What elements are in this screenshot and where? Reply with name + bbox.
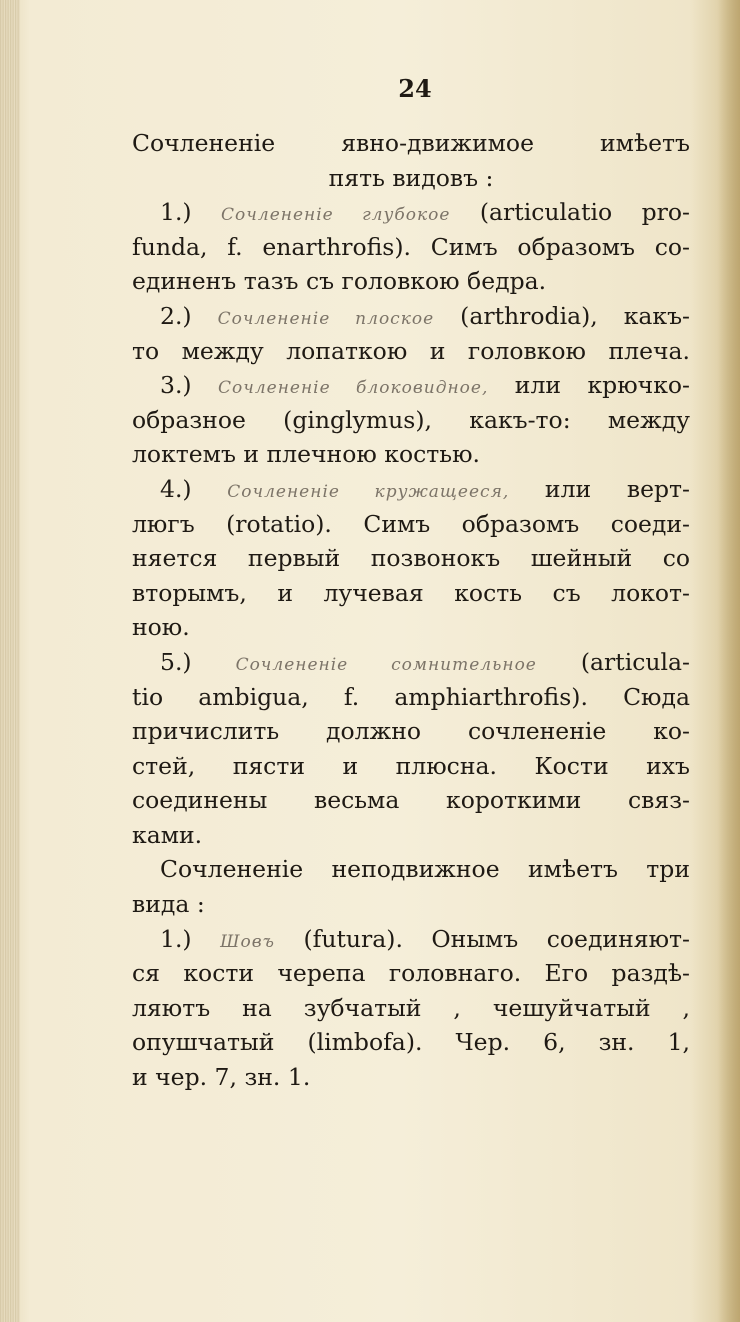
- text-line: соединены весьма короткими связ-: [132, 786, 690, 815]
- page-binding-edge: [0, 0, 20, 1322]
- text-line: ками.: [132, 820, 203, 849]
- page-number: 24: [398, 74, 432, 103]
- item-number: 1.): [160, 198, 192, 227]
- text-line: люгъ (rotatio). Симъ образомъ соеди-: [132, 509, 690, 538]
- item-text: или верт-: [544, 474, 690, 503]
- list-item-2: [132, 299, 690, 334]
- text-line: образное (ginglymus), какъ-то: между: [132, 405, 690, 434]
- item-term: Сочлененіе кружащееся,: [227, 481, 510, 502]
- text-line: ляютъ на зубчатый , чешуйчатый ,: [132, 993, 690, 1022]
- text-line: единенъ тазъ съ головкою бедра.: [132, 267, 547, 296]
- list-item-5: [132, 645, 690, 680]
- page-text: [132, 126, 690, 1095]
- item-term: Сочлененіе сомнительное: [235, 654, 537, 675]
- item-text: (articulatio pro-: [479, 198, 690, 227]
- item-term: Сочлененіе плоское: [217, 308, 435, 329]
- text-line: и чер. 7, зн. 1.: [132, 1063, 311, 1092]
- item-term: Сочлененіе глубокое: [221, 205, 451, 226]
- item-text: (articula-: [580, 647, 690, 676]
- text-line: причислить должно сочлененіе ко-: [132, 717, 690, 746]
- text-line: пять видовъ :: [328, 163, 494, 192]
- text-line: вторымъ, и лучевая кость съ локот-: [132, 578, 690, 607]
- text-line: то между лопаткою и головкою плеча.: [132, 336, 690, 365]
- item-number: 4.): [160, 474, 192, 503]
- item-text: (arthrodia), какъ-: [460, 301, 690, 330]
- list-item-3: [132, 368, 690, 403]
- page-shadow-edge: [718, 0, 740, 1322]
- text-line: funda, f. enarthrofis). Симъ образомъ со-: [132, 232, 690, 261]
- text-line: tio ambigua, f. amphiarthrofis). Сюда: [132, 682, 690, 711]
- item-term: Сочлененіе блоковидное,: [218, 378, 489, 399]
- list-item-4: [132, 472, 690, 507]
- item-number: 5.): [160, 647, 192, 676]
- item-text: (futura). Онымъ соединяют-: [303, 924, 690, 953]
- item-term: Шовъ: [220, 931, 275, 952]
- list-item-suture: [132, 922, 690, 957]
- item-number: 3.): [160, 371, 192, 400]
- item-number: 2.): [160, 301, 192, 330]
- text-line: Сочлененіе явно-движимое имѣетъ: [132, 129, 690, 157]
- item-text: или крючко-: [514, 371, 690, 400]
- text-line: ною.: [132, 613, 190, 642]
- text-line: няется первый позвонокъ шейный со: [132, 544, 690, 573]
- text-line: ся кости черепа головнаго. Его раздѣ-: [132, 959, 690, 988]
- text-line: вида :: [132, 890, 205, 919]
- list-item-1: [132, 195, 690, 230]
- text-line: опушчатый (limbofa). Чер. 6, зн. 1,: [132, 1028, 690, 1057]
- text-line: стей, пясти и плюсна. Кости ихъ: [132, 751, 690, 780]
- text-line: локтемъ и плечною костью.: [132, 440, 481, 469]
- item-number: 1.): [160, 924, 192, 953]
- text-line: Сочлененіе неподвижное имѣетъ три: [160, 855, 690, 884]
